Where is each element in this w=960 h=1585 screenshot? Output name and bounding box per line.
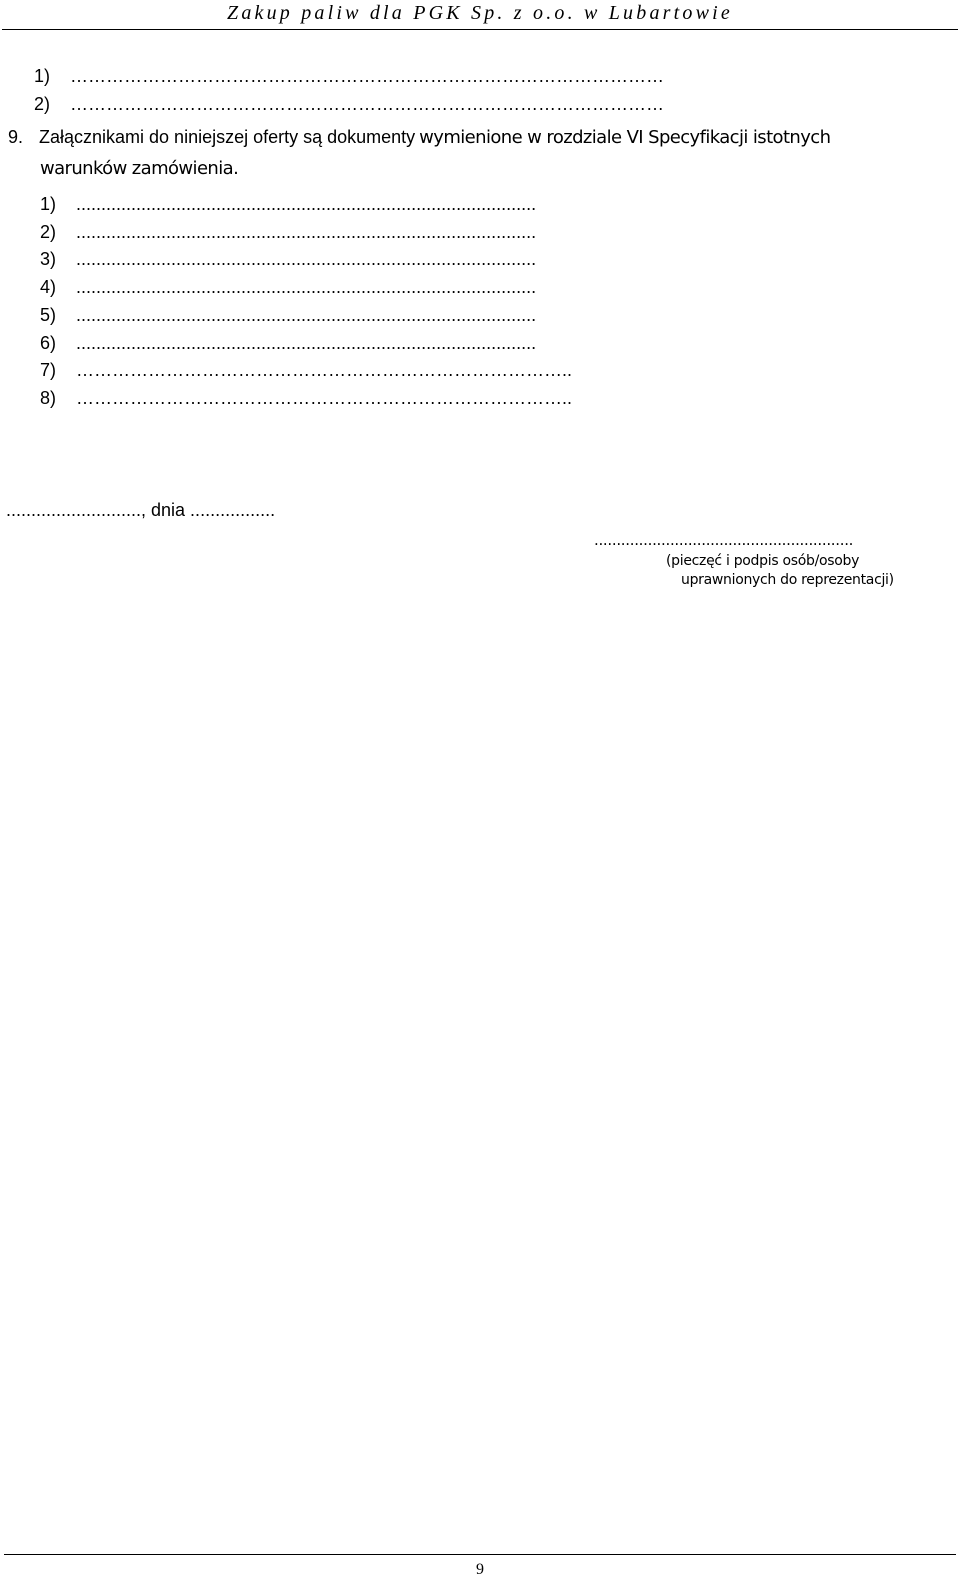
attachment-item	[40, 330, 536, 356]
signature-caption-line-1: (pieczęć i podpis osób/osoby	[666, 553, 860, 569]
list-item	[34, 91, 664, 117]
attachment-number: 8)	[40, 388, 57, 408]
attachment-dots: ............................................................................................	[76, 222, 537, 242]
attachment-item	[40, 274, 536, 300]
attachment-dots: ............................................................................................	[76, 194, 537, 214]
attachment-dots: ............................................................................................	[76, 305, 537, 325]
section-text-rest: wymienione w rozdziale VI Specyfikacji istotnych	[419, 127, 831, 148]
signature-caption-line-2: uprawnionych do reprezentacji)	[681, 572, 894, 588]
attachment-dots: ............................................................................................	[76, 333, 537, 353]
attachment-number: 7)	[40, 360, 57, 380]
attachment-number: 1)	[40, 194, 57, 214]
attachment-item	[40, 191, 536, 217]
attachment-number: 4)	[40, 277, 57, 297]
list-item-dots: ………………………………………………………………………………………	[70, 66, 664, 86]
attachment-dots: ………………………………………………………………………..	[76, 388, 573, 408]
section-9-line-2: warunków zamówienia.	[40, 158, 239, 179]
attachment-number: 6)	[40, 333, 57, 353]
list-item-number: 1)	[34, 66, 51, 86]
attachment-item	[40, 219, 536, 245]
attachment-dots: ............................................................................................	[76, 249, 537, 269]
attachment-dots: ………………………………………………………………………..	[76, 360, 573, 380]
section-9-line-1	[8, 124, 830, 151]
attachment-item	[40, 302, 536, 328]
list-item	[34, 63, 664, 89]
list-item-dots: ………………………………………………………………………………………	[70, 94, 664, 114]
attachment-dots: ............................................................................................	[76, 277, 537, 297]
attachment-number: 3)	[40, 249, 57, 269]
header-divider	[2, 29, 958, 30]
footer-divider	[4, 1554, 956, 1555]
section-number: 9.	[8, 127, 24, 147]
attachment-number: 5)	[40, 305, 57, 325]
signature-line: ..........................................................	[594, 531, 854, 549]
section-text-start: Załącznikami do niniejszej oferty są dokumenty	[39, 127, 416, 147]
page-number: 9	[476, 1561, 484, 1578]
header-title: Zakup paliw dla PGK Sp. z o.o. w Lubartowie	[227, 2, 733, 24]
attachment-number: 2)	[40, 222, 57, 242]
attachment-item	[40, 385, 572, 411]
attachment-item	[40, 246, 536, 272]
place-date-line: ..........................., dnia .................	[6, 500, 276, 520]
attachment-item	[40, 357, 572, 383]
list-item-number: 2)	[34, 94, 51, 114]
